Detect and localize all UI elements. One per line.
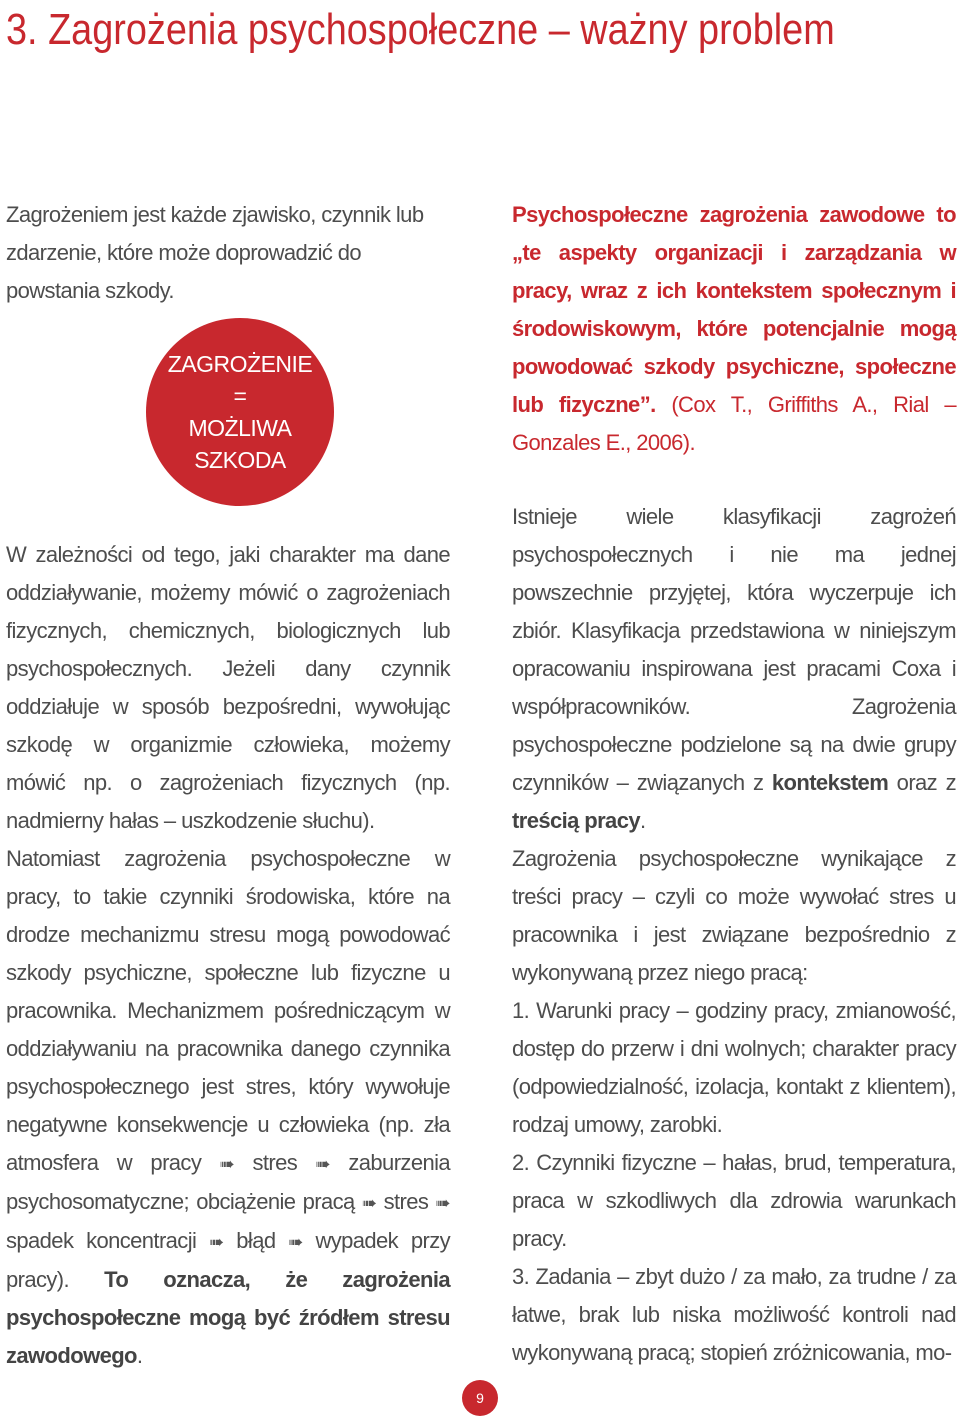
circle-line-2: = <box>233 383 247 409</box>
right-column <box>512 196 956 462</box>
classification-end: . <box>639 808 646 833</box>
definition-paragraph <box>512 196 956 462</box>
chain-step-stress-2: stres <box>383 1189 429 1214</box>
conclusion-end: . <box>136 1343 143 1368</box>
arrow-icon: ➠ <box>209 1232 224 1252</box>
chain-step-error: błąd <box>236 1228 276 1253</box>
arrow-icon: ➠ <box>315 1154 331 1174</box>
context-bold: kontekstem <box>771 770 889 795</box>
classification-connector: oraz z <box>888 770 956 795</box>
classification-text: Istnieje wiele klasyfikacji zagrożeń psychospołecznych i nie ma jednej powszechnie przyjętej, która wyczerpuje ich zbiór. Klasyfikacja przedstawiona w niniejszym opracowaniu inspirowana jest pracami Coxa i współpracowników. Zagrożenia psychospołeczne podzielone są na dwie grupy czynników – związanych z <box>512 504 956 795</box>
arrow-icon: ➠ <box>361 1193 377 1213</box>
right-column-body <box>512 498 956 1372</box>
list-item: 2. Czynniki fizyczne – hałas, brud, temperatura, praca w szkodliwych dla zdrowia warunkach pracy. <box>512 1150 956 1251</box>
risk-equals-harm-circle <box>146 318 334 506</box>
list-item: 1. Warunki pracy – godziny pracy, zmianowość, dostęp do przerw i dni wolnych; charakter pracy (odpowiedzialność, izolacja, kontakt z klientem), rodzaj umowy, zarobki. <box>512 998 956 1137</box>
chain-step-stress: stres <box>252 1150 298 1175</box>
left-column-body <box>6 536 450 1375</box>
chain-step-accident: wypadek przy pracy). <box>6 1228 450 1292</box>
page-title: 3. Zagrożenia psychospołeczne – ważny problem <box>6 5 835 54</box>
circle-line-1: ZAGROŻENIE <box>167 351 313 377</box>
classification-paragraph <box>512 498 956 840</box>
work-content-bold: treścią pracy <box>512 808 640 833</box>
arrow-icon: ➠ <box>219 1154 235 1174</box>
page-number-badge: 9 <box>462 1380 498 1416</box>
hazard-types-paragraph: W zależności od tego, jaki charakter ma dane oddziaływanie, możemy mówić o zagrożeniach fizycznych, chemicznych, biologicznych lub psychospołecznych. Jeżeli dany czynnik oddziałuje w sposób bezpośredni, wywołując szkodę w organizmie człowieka, możemy mówić np. o zagrożeniach fizycznych (np. nadmierny hałas – uszkodzenie słuchu). <box>6 542 450 833</box>
definition-quote: Psychospołeczne zagrożenia zawodowe to „te aspekty organizacji i zarządzania w pracy, wraz z ich kontekstem społecznym i środowiskowym, które potencjalnie mogą powodować szkody psychiczne, społeczne lub fizyczne”. <box>512 202 956 417</box>
circle-line-3: MOŻLIWA <box>188 415 292 441</box>
chain-step-concentration: spadek koncentracji <box>6 1228 197 1253</box>
psychosocial-mechanism-paragraph <box>6 840 450 1375</box>
chain-step-psychosomatic: zaburzenia psychosomatyczne; obciążenie pracą <box>6 1150 451 1214</box>
content-hazards-paragraph: Zagrożenia psychospołeczne wynikające z treści pracy – czyli co może wywołać stres u pracownika i jest związane bezpośrednio z wykonywaną przez niego pracą: <box>512 846 956 985</box>
conclusion-bold: To oznacza, że zagrożenia psychospołeczne mogą być źródłem stresu zawodowego <box>6 1267 450 1368</box>
left-column <box>6 196 450 310</box>
list-item: 3. Zadania – zbyt dużo / za mało, za trudne / za łatwe, brak lub niska możliwość kontroli nad wykonywaną pracą; stopień zróżnicowania, mo- <box>512 1264 956 1365</box>
intro-paragraph: Zagrożeniem jest każde zjawisko, czynnik lub zdarzenie, które może doprowadzić do powstania szkody. <box>6 202 424 303</box>
definition-citation: (Cox T., Griffiths A., Rial – Gonzales E., 2006). <box>512 392 956 455</box>
mechanism-text: Natomiast zagrożenia psychospołeczne w pracy, to takie czynniki środowiska, które na drodze mechanizmu stresu mogą powodować szkody psychiczne, społeczne lub fizyczne u pracownika. Mechanizmem pośredniczącym w oddziaływaniu na pracownika danego czynnika psychospołecznego jest stres, który wywołuje negatywne konsekwencje u człowieka (np. zła atmosfera w pracy <box>6 846 450 1175</box>
circle-line-4: SZKODA <box>194 447 286 473</box>
arrow-icon: ➠ <box>435 1193 451 1213</box>
arrow-icon: ➠ <box>288 1232 303 1252</box>
